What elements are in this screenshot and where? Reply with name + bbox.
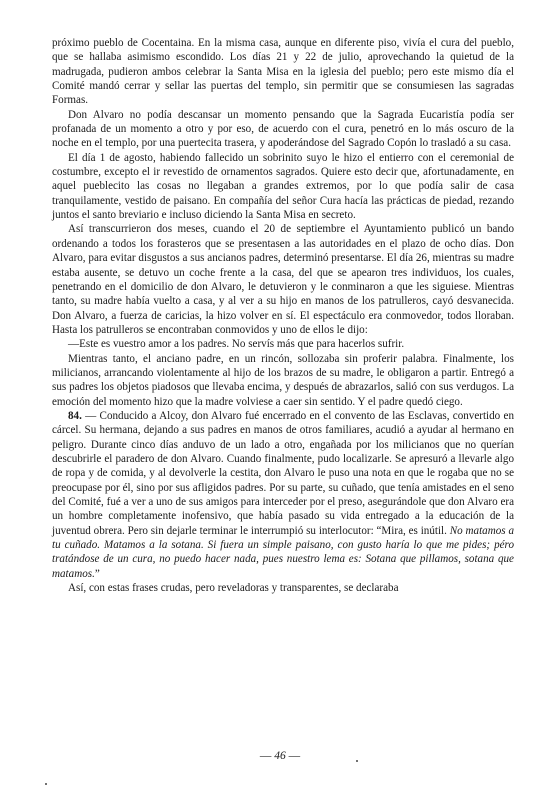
paragraph-2: Don Alvaro no podía descansar un momento pensando que la Sagrada Eucaristía podía ser profanada de un momento a otro y por eso, de acuerdo con el cura, penetró en lo más oscuro de la noche en el templo, por una puertecita trasera, y apoderándose del Sagrado Copón lo trasladó a su casa. bbox=[52, 108, 514, 150]
paragraph-3: El día 1 de agosto, habiendo fallecido un sobrinito suyo le hizo el entierro con el ceremonial de costumbre, excepto el ir revestido de ornamentos sagrados. Quiere esto decir que, afortunadamente, en aquel pueblecito las cosas no llegaban a grandes extremos, por lo que podía salir de casa tranquilamente, vestido de paisano. En compañía del señor Cura hacía las prácticas de piedad, rezando juntos el santo breviario e incluso diciendo la Santa Misa en secreto. bbox=[52, 151, 514, 222]
paragraph-4: Así transcurrieron dos meses, cuando el 20 de septiembre el Ayuntamiento publicó un bando ordenando a todos los forasteros que se presentasen a las autoridades en el plazo de ocho días. Don Alvaro, para evitar disgustos a sus ancianos padres, determinó presentarse. El día 26, mientras su madre estaba ausente, se detuvo un coche frente a la casa, del que se apearon tres individuos, los cuales, penetrando en el domicilio de don Alvaro, le detuvieron y le conminaron a que les siguiese. Mientras tanto, su madre había vuelto a casa, y al ver a su hijo en manos de los patrulleros, cayó desvanecida. Don Alvaro, a fuerza de caricias, la hizo volver en sí. El espectáculo era conmovedor, todos lloraban. Hasta los patrulleros se encontraban conmovidos y uno de ellos le dijo: bbox=[52, 223, 514, 336]
paragraph-1: próximo pueblo de Cocentaina. En la misma casa, aunque en diferente piso, vivía el cura del pueblo, que se hallaba asimismo escondido. Los días 21 y 22 de julio, aprovechando la quietud de la madrugada, pudieron ambos celebrar la Santa Misa en la iglesia del pueblo; pero este mismo día el Comité mandó cerrar y sellar las puertas del templo, sin permitir que se consumiesen las sagradas Formas. bbox=[52, 37, 514, 107]
page-number bbox=[0, 750, 560, 762]
section-number: 84. bbox=[68, 409, 82, 422]
page-number-value: 46 bbox=[274, 750, 286, 762]
section-84 bbox=[52, 409, 514, 581]
last-paragraph: Así, con estas frases crudas, pero reveladoras y transparentes, se declaraba bbox=[68, 582, 399, 595]
page-number-dash-right: — bbox=[288, 750, 301, 762]
section-text: — Conducido a Alcoy, don Alvaro fué encerrado en el convento de las Esclavas, convertido en cárcel. Su hermana, dejando a sus padres en manos de otros familiares, acudió a ayudar al hermano en peligro. Durante cinco días anduvo de un lado a otro, engañada por los milicianos que no querían descubrirle el paradero de don Alvaro. Cuando finalmente, pudo localizarle. Se apresuró a llevarle algo de ropa y de comida, y al devolverle la cestita, don Alvaro le puso una nota en que le rogaba que no se preocupase por él, sino por sus afligidos padres. Por su parte, su cuñado, que tenía amistades en el seno del Comité, fué a ver a uno de sus amigos para interceder por el preso, asegurándole que don Alvaro era un hombre completamente inofensivo, que había pasado su vida entregado a la educación de la juventud obrera. Pero sin dejarle terminar le interrumpió su interlocutor: “Mira, es inútil. bbox=[52, 409, 514, 537]
page-body bbox=[52, 36, 514, 595]
print-speck bbox=[356, 760, 358, 762]
paragraph-5: Mientras tanto, el anciano padre, en un rincón, sollozaba sin proferir palabra. Finalmente, los milicianos, arrancando violentamente al hijo de los brazos de su madre, le obligaron a partir. Entregó a sus padres los objetos piadosos que llevaba encima, y después de abrazarlos, salió con sus verdugos. La emoción del momento hizo que la madre volviese a caer sin sentido. Y el padre quedó ciego. bbox=[52, 352, 514, 408]
dialogue-quote: —Este es vuestro amor a los padres. No servís más que para hacerlos sufrir. bbox=[68, 338, 405, 351]
section-closing-quote: ” bbox=[94, 567, 100, 580]
page-number-dash-left: — bbox=[259, 750, 272, 762]
section-italic-quote: No matamos a tu cuñado. Matamos a la sotana. Si fuera un simple paisano, con gusto haría lo que me pides; péro tratándose de un cura, no puedo hacer nada, pues nuestro lema es: Sotana que pillamos, sotana que matamos. bbox=[52, 524, 514, 580]
print-speck bbox=[45, 783, 47, 785]
